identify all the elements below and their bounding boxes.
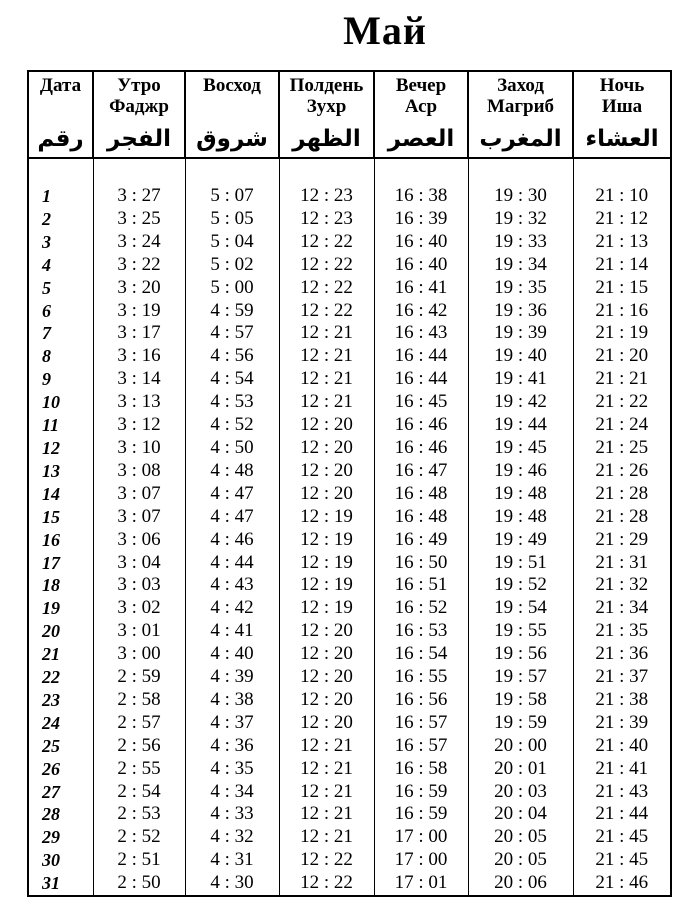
asr-time-cell: 16 : 50 [374,552,468,575]
dhuhr-time-cell: 12 : 19 [279,597,374,620]
sunrise-time-cell: 4 : 31 [185,849,279,872]
dhuhr-time-cell: 12 : 20 [279,643,374,666]
sunrise-time-cell: 4 : 50 [185,437,279,460]
isha-time-cell: 21 : 40 [573,735,671,758]
data-row [28,185,671,208]
asr-time-cell: 16 : 44 [374,345,468,368]
date-cell: 4 [28,254,93,277]
fajr-time-cell: 2 : 50 [93,872,185,896]
dhuhr-time-cell: 12 : 21 [279,322,374,345]
asr-time-cell: 16 : 49 [374,529,468,552]
date-cell: 31 [28,872,93,896]
month-title: Май [343,8,427,53]
sunrise-time-cell: 4 : 38 [185,689,279,712]
col-header-asr [374,71,468,158]
spacer-cell [468,158,573,185]
data-row [28,414,671,437]
asr-time-cell: 16 : 56 [374,689,468,712]
asr-time-cell: 16 : 57 [374,712,468,735]
sunrise-time-cell: 4 : 47 [185,483,279,506]
col-header-asr-ar: العصر [387,126,455,152]
sunrise-time-cell: 5 : 07 [185,185,279,208]
col-header-dhuhr-ar: الظهر [292,126,361,152]
isha-time-cell: 21 : 21 [573,368,671,391]
dhuhr-time-cell: 12 : 20 [279,620,374,643]
data-row [28,437,671,460]
col-header-maghrib-ru2: Магриб [486,96,555,117]
date-cell: 21 [28,643,93,666]
col-header-fajr-ru: Утро [117,75,161,96]
col-header-isha [573,71,671,158]
fajr-time-cell: 3 : 06 [93,529,185,552]
isha-time-cell: 21 : 34 [573,597,671,620]
maghrib-time-cell: 19 : 45 [468,437,573,460]
fajr-time-cell: 3 : 02 [93,597,185,620]
data-row [28,322,671,345]
col-header-fajr-ru2: Фаджр [109,96,169,117]
fajr-time-cell: 3 : 25 [93,208,185,231]
col-header-dhuhr [279,71,374,158]
data-row [28,529,671,552]
dhuhr-time-cell: 12 : 20 [279,437,374,460]
col-header-maghrib-ru: Заход [497,75,544,96]
sunrise-time-cell: 4 : 39 [185,666,279,689]
data-row [28,803,671,826]
fajr-time-cell: 3 : 13 [93,391,185,414]
isha-time-cell: 21 : 10 [573,185,671,208]
maghrib-time-cell: 19 : 51 [468,552,573,575]
date-cell: 22 [28,666,93,689]
fajr-time-cell: 2 : 57 [93,712,185,735]
prayer-times-table [27,70,672,897]
fajr-time-cell: 3 : 14 [93,368,185,391]
data-row [28,758,671,781]
date-cell: 18 [28,574,93,597]
isha-time-cell: 21 : 46 [573,872,671,896]
data-row [28,277,671,300]
date-cell: 6 [28,300,93,323]
isha-time-cell: 21 : 28 [573,506,671,529]
dhuhr-time-cell: 12 : 22 [279,231,374,254]
dhuhr-time-cell: 12 : 21 [279,345,374,368]
isha-time-cell: 21 : 44 [573,803,671,826]
dhuhr-time-cell: 12 : 19 [279,552,374,575]
maghrib-time-cell: 19 : 55 [468,620,573,643]
dhuhr-time-cell: 12 : 21 [279,758,374,781]
maghrib-time-cell: 19 : 56 [468,643,573,666]
col-header-isha-ru: Ночь [599,75,645,96]
maghrib-time-cell: 20 : 05 [468,826,573,849]
maghrib-time-cell: 19 : 30 [468,185,573,208]
isha-time-cell: 21 : 41 [573,758,671,781]
sunrise-time-cell: 4 : 30 [185,872,279,896]
isha-time-cell: 21 : 37 [573,666,671,689]
dhuhr-time-cell: 12 : 21 [279,781,374,804]
data-row [28,391,671,414]
dhuhr-time-cell: 12 : 20 [279,460,374,483]
fajr-time-cell: 2 : 51 [93,849,185,872]
data-row [28,483,671,506]
asr-time-cell: 17 : 00 [374,826,468,849]
fajr-time-cell: 2 : 55 [93,758,185,781]
date-cell: 27 [28,781,93,804]
isha-time-cell: 21 : 20 [573,345,671,368]
maghrib-time-cell: 19 : 58 [468,689,573,712]
dhuhr-time-cell: 12 : 21 [279,368,374,391]
sunrise-time-cell: 5 : 04 [185,231,279,254]
date-cell: 19 [28,597,93,620]
dhuhr-time-cell: 12 : 22 [279,300,374,323]
asr-time-cell: 16 : 53 [374,620,468,643]
fajr-time-cell: 3 : 20 [93,277,185,300]
spacer-row [28,158,671,185]
isha-time-cell: 21 : 31 [573,552,671,575]
maghrib-time-cell: 19 : 32 [468,208,573,231]
asr-time-cell: 16 : 46 [374,414,468,437]
dhuhr-time-cell: 12 : 20 [279,483,374,506]
sunrise-time-cell: 4 : 53 [185,391,279,414]
fajr-time-cell: 3 : 07 [93,506,185,529]
date-cell: 2 [28,208,93,231]
date-cell: 1 [28,185,93,208]
asr-time-cell: 16 : 51 [374,574,468,597]
dhuhr-time-cell: 12 : 20 [279,689,374,712]
fajr-time-cell: 2 : 56 [93,735,185,758]
date-cell: 10 [28,391,93,414]
col-header-sunrise-ru: Восход [203,75,261,96]
dhuhr-time-cell: 12 : 20 [279,712,374,735]
col-header-asr-ru2: Аср [404,96,438,117]
dhuhr-time-cell: 12 : 19 [279,529,374,552]
col-header-date [28,71,93,158]
date-cell: 29 [28,826,93,849]
fajr-time-cell: 2 : 52 [93,826,185,849]
header-row [28,71,671,158]
maghrib-time-cell: 19 : 40 [468,345,573,368]
spacer-cell [28,158,93,185]
sunrise-time-cell: 4 : 40 [185,643,279,666]
isha-time-cell: 21 : 12 [573,208,671,231]
isha-time-cell: 21 : 26 [573,460,671,483]
dhuhr-time-cell: 12 : 20 [279,666,374,689]
isha-time-cell: 21 : 14 [573,254,671,277]
asr-time-cell: 16 : 59 [374,803,468,826]
spacer-cell [374,158,468,185]
maghrib-time-cell: 19 : 42 [468,391,573,414]
maghrib-time-cell: 19 : 46 [468,460,573,483]
asr-time-cell: 16 : 43 [374,322,468,345]
isha-time-cell: 21 : 43 [573,781,671,804]
asr-time-cell: 16 : 54 [374,643,468,666]
asr-time-cell: 16 : 52 [374,597,468,620]
asr-time-cell: 16 : 58 [374,758,468,781]
fajr-time-cell: 2 : 58 [93,689,185,712]
data-row [28,300,671,323]
maghrib-time-cell: 19 : 59 [468,712,573,735]
sunrise-time-cell: 4 : 52 [185,414,279,437]
data-row [28,620,671,643]
col-header-date-ru: Дата [39,75,82,96]
maghrib-time-cell: 19 : 52 [468,574,573,597]
date-cell: 16 [28,529,93,552]
asr-time-cell: 17 : 00 [374,849,468,872]
maghrib-time-cell: 19 : 49 [468,529,573,552]
spacer-cell [279,158,374,185]
dhuhr-time-cell: 12 : 23 [279,185,374,208]
date-cell: 9 [28,368,93,391]
maghrib-time-cell: 20 : 00 [468,735,573,758]
data-row [28,460,671,483]
maghrib-time-cell: 20 : 05 [468,849,573,872]
sunrise-time-cell: 5 : 00 [185,277,279,300]
isha-time-cell: 21 : 19 [573,322,671,345]
data-row [28,552,671,575]
data-row [28,689,671,712]
data-row [28,368,671,391]
data-row [28,781,671,804]
asr-time-cell: 16 : 40 [374,254,468,277]
fajr-time-cell: 3 : 08 [93,460,185,483]
data-row [28,345,671,368]
sunrise-time-cell: 4 : 41 [185,620,279,643]
spacer-cell [573,158,671,185]
col-header-asr-ru: Вечер [395,75,447,96]
col-header-maghrib [468,71,573,158]
sunrise-time-cell: 4 : 54 [185,368,279,391]
maghrib-time-cell: 20 : 04 [468,803,573,826]
fajr-time-cell: 3 : 16 [93,345,185,368]
fajr-time-cell: 2 : 53 [93,803,185,826]
asr-time-cell: 16 : 44 [374,368,468,391]
fajr-time-cell: 2 : 54 [93,781,185,804]
fajr-time-cell: 3 : 27 [93,185,185,208]
sunrise-time-cell: 4 : 34 [185,781,279,804]
data-row [28,208,671,231]
dhuhr-time-cell: 12 : 22 [279,872,374,896]
isha-time-cell: 21 : 15 [573,277,671,300]
col-header-maghrib-ar: المغرب [479,126,562,152]
isha-time-cell: 21 : 32 [573,574,671,597]
date-cell: 17 [28,552,93,575]
col-header-date-ar: رقم [37,126,84,152]
data-row [28,712,671,735]
col-header-isha-ru2: Иша [601,96,643,117]
data-row [28,231,671,254]
date-cell: 8 [28,345,93,368]
sunrise-time-cell: 5 : 05 [185,208,279,231]
dhuhr-time-cell: 12 : 19 [279,574,374,597]
data-row [28,735,671,758]
dhuhr-time-cell: 12 : 21 [279,803,374,826]
dhuhr-time-cell: 12 : 23 [279,208,374,231]
data-row [28,597,671,620]
maghrib-time-cell: 20 : 03 [468,781,573,804]
sunrise-time-cell: 4 : 43 [185,574,279,597]
col-header-sunrise [185,71,279,158]
date-cell: 28 [28,803,93,826]
date-cell: 3 [28,231,93,254]
date-cell: 7 [28,322,93,345]
sunrise-time-cell: 4 : 33 [185,803,279,826]
isha-time-cell: 21 : 39 [573,712,671,735]
asr-time-cell: 16 : 40 [374,231,468,254]
spacer-cell [93,158,185,185]
sunrise-time-cell: 4 : 47 [185,506,279,529]
sunrise-time-cell: 4 : 42 [185,597,279,620]
table-body [28,158,671,896]
dhuhr-time-cell: 12 : 22 [279,254,374,277]
date-cell: 12 [28,437,93,460]
sunrise-time-cell: 4 : 46 [185,529,279,552]
isha-time-cell: 21 : 24 [573,414,671,437]
col-header-dhuhr-ru2: Зухр [306,96,347,117]
sunrise-time-cell: 5 : 02 [185,254,279,277]
date-cell: 13 [28,460,93,483]
isha-time-cell: 21 : 35 [573,620,671,643]
fajr-time-cell: 2 : 59 [93,666,185,689]
data-row [28,254,671,277]
col-header-dhuhr-ru: Полдень [289,75,364,96]
sunrise-time-cell: 4 : 35 [185,758,279,781]
isha-time-cell: 21 : 29 [573,529,671,552]
data-row [28,826,671,849]
sunrise-time-cell: 4 : 56 [185,345,279,368]
dhuhr-time-cell: 12 : 21 [279,391,374,414]
data-row [28,506,671,529]
col-header-fajr-ar: الفجر [107,126,171,152]
isha-time-cell: 21 : 28 [573,483,671,506]
isha-time-cell: 21 : 38 [573,689,671,712]
dhuhr-time-cell: 12 : 22 [279,849,374,872]
asr-time-cell: 16 : 42 [374,300,468,323]
sunrise-time-cell: 4 : 32 [185,826,279,849]
asr-time-cell: 16 : 41 [374,277,468,300]
fajr-time-cell: 3 : 10 [93,437,185,460]
data-row [28,574,671,597]
asr-time-cell: 16 : 55 [374,666,468,689]
table-header [28,71,671,158]
maghrib-time-cell: 19 : 36 [468,300,573,323]
asr-time-cell: 16 : 38 [374,185,468,208]
fajr-time-cell: 3 : 22 [93,254,185,277]
col-header-sunrise-ar: شروق [196,126,268,152]
maghrib-time-cell: 19 : 34 [468,254,573,277]
date-cell: 30 [28,849,93,872]
dhuhr-time-cell: 12 : 19 [279,506,374,529]
fajr-time-cell: 3 : 01 [93,620,185,643]
date-cell: 15 [28,506,93,529]
maghrib-time-cell: 20 : 01 [468,758,573,781]
isha-time-cell: 21 : 45 [573,826,671,849]
fajr-time-cell: 3 : 04 [93,552,185,575]
asr-time-cell: 16 : 46 [374,437,468,460]
maghrib-time-cell: 19 : 57 [468,666,573,689]
asr-time-cell: 16 : 57 [374,735,468,758]
col-header-fajr [93,71,185,158]
asr-time-cell: 16 : 48 [374,506,468,529]
dhuhr-time-cell: 12 : 21 [279,735,374,758]
fajr-time-cell: 3 : 00 [93,643,185,666]
isha-time-cell: 21 : 22 [573,391,671,414]
sunrise-time-cell: 4 : 37 [185,712,279,735]
data-row [28,849,671,872]
maghrib-time-cell: 19 : 41 [468,368,573,391]
dhuhr-time-cell: 12 : 22 [279,277,374,300]
maghrib-time-cell: 19 : 48 [468,506,573,529]
date-cell: 5 [28,277,93,300]
date-cell: 23 [28,689,93,712]
maghrib-time-cell: 19 : 48 [468,483,573,506]
sunrise-time-cell: 4 : 48 [185,460,279,483]
sunrise-time-cell: 4 : 36 [185,735,279,758]
fajr-time-cell: 3 : 03 [93,574,185,597]
fajr-time-cell: 3 : 12 [93,414,185,437]
dhuhr-time-cell: 12 : 21 [279,826,374,849]
sunrise-time-cell: 4 : 59 [185,300,279,323]
date-cell: 20 [28,620,93,643]
maghrib-time-cell: 20 : 06 [468,872,573,896]
fajr-time-cell: 3 : 24 [93,231,185,254]
maghrib-time-cell: 19 : 35 [468,277,573,300]
isha-time-cell: 21 : 13 [573,231,671,254]
fajr-time-cell: 3 : 19 [93,300,185,323]
maghrib-time-cell: 19 : 54 [468,597,573,620]
date-cell: 26 [28,758,93,781]
fajr-time-cell: 3 : 07 [93,483,185,506]
date-cell: 24 [28,712,93,735]
maghrib-time-cell: 19 : 33 [468,231,573,254]
isha-time-cell: 21 : 36 [573,643,671,666]
asr-time-cell: 17 : 01 [374,872,468,896]
date-cell: 25 [28,735,93,758]
col-header-isha-ar: العشاء [585,126,659,152]
dhuhr-time-cell: 12 : 20 [279,414,374,437]
isha-time-cell: 21 : 45 [573,849,671,872]
asr-time-cell: 16 : 47 [374,460,468,483]
isha-time-cell: 21 : 16 [573,300,671,323]
spacer-cell [185,158,279,185]
data-row [28,643,671,666]
asr-time-cell: 16 : 48 [374,483,468,506]
maghrib-time-cell: 19 : 44 [468,414,573,437]
data-row [28,666,671,689]
maghrib-time-cell: 19 : 39 [468,322,573,345]
isha-time-cell: 21 : 25 [573,437,671,460]
asr-time-cell: 16 : 45 [374,391,468,414]
fajr-time-cell: 3 : 17 [93,322,185,345]
data-row [28,872,671,896]
date-cell: 14 [28,483,93,506]
asr-time-cell: 16 : 39 [374,208,468,231]
sunrise-time-cell: 4 : 44 [185,552,279,575]
asr-time-cell: 16 : 59 [374,781,468,804]
sunrise-time-cell: 4 : 57 [185,322,279,345]
date-cell: 11 [28,414,93,437]
